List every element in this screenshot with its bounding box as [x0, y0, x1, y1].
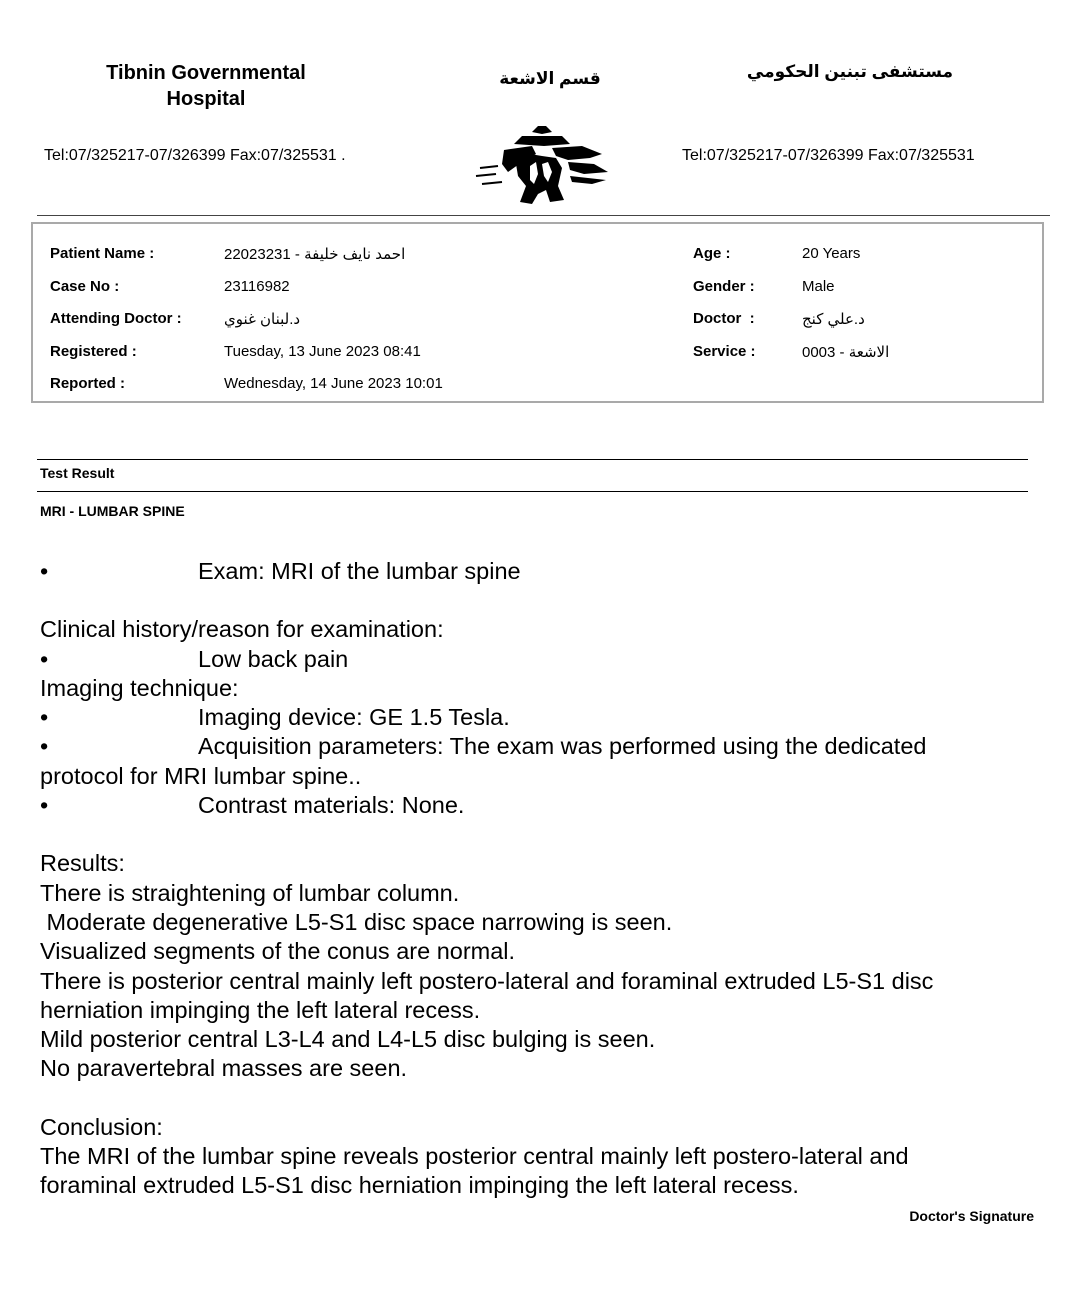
reported-label: Reported : — [50, 375, 125, 392]
registered-label: Registered : — [50, 343, 137, 360]
patient-name-label: Patient Name : — [50, 245, 155, 262]
attending-doctor-label: Attending Doctor : — [50, 310, 182, 327]
case-no-value: 23116982 — [224, 278, 290, 295]
gender-label: Gender : — [693, 278, 755, 295]
results-line: Moderate degenerative L5-S1 disc space narrowing is seen. — [40, 908, 673, 935]
bullet: • — [40, 704, 49, 731]
conclusion-heading: Conclusion: — [40, 1113, 163, 1140]
service-value: 0003 - الاشعة — [802, 344, 890, 361]
clinical-history-text: Low back pain — [198, 645, 349, 672]
results-line: herniation impinging the left lateral recess. — [40, 996, 481, 1023]
conclusion-line: foraminal extruded L5-S1 disc herniation impinging the left lateral recess. — [40, 1172, 799, 1199]
doctor-signature-label: Doctor's Signature — [909, 1208, 1034, 1224]
results-line: No paravertebral masses are seen. — [40, 1055, 408, 1082]
section-divider-top — [37, 459, 1028, 460]
technique-params-continued: protocol for MRI lumbar spine.. — [40, 762, 362, 789]
technique-params-text: Acquisition parameters: The exam was performed using the dedicated — [198, 733, 927, 760]
clinical-history-item — [40, 645, 1040, 674]
hospital-name-arabic: مستشفى تبنين الحكومي — [746, 62, 954, 81]
cedar-tree-logo-icon — [472, 124, 612, 208]
technique-heading: Imaging technique: — [40, 674, 239, 701]
exam-line — [40, 557, 1040, 586]
patient-name-value: احمد نايف خليفة - 22023231 — [224, 246, 406, 263]
technique-device-text: Imaging device: GE 1.5 Tesla. — [198, 704, 510, 731]
report-body — [40, 557, 1040, 1201]
attending-doctor-value: د.لبنان غنوي — [224, 311, 301, 328]
results-line: There is posterior central mainly left postero-lateral and foraminal extruded L5-S1 disc — [40, 967, 934, 994]
bullet: • — [40, 792, 49, 819]
gender-value: Male — [802, 278, 835, 295]
clinical-history-heading: Clinical history/reason for examination: — [40, 616, 444, 643]
service-label: Service : — [693, 343, 756, 360]
registered-value: Tuesday, 13 June 2023 08:41 — [224, 343, 421, 360]
contact-info-left: Tel:07/325217-07/326399 Fax:07/325531 . — [44, 147, 346, 164]
reported-value: Wednesday, 14 June 2023 10:01 — [224, 375, 443, 392]
exam-title: MRI - LUMBAR SPINE — [40, 503, 185, 519]
contact-info-right: Tel:07/325217-07/326399 Fax:07/325531 — [682, 147, 975, 164]
patient-info-box — [31, 222, 1044, 403]
conclusion-line: The MRI of the lumbar spine reveals posterior central mainly left postero-lateral and — [40, 1143, 909, 1170]
bullet: • — [40, 733, 49, 760]
hospital-name-english: Tibnin Governmental Hospital — [106, 62, 306, 110]
results-line: Mild posterior central L3-L4 and L4-L5 disc bulging is seen. — [40, 1026, 656, 1053]
bullet: • — [40, 645, 49, 672]
technique-params — [40, 732, 1040, 761]
department-name-arabic: قسم الاشعة — [499, 69, 601, 88]
test-result-heading: Test Result — [40, 465, 115, 481]
doctor-value: د.علي كنج — [802, 311, 865, 328]
exam-text: Exam: MRI of the lumbar spine — [198, 558, 521, 584]
technique-contrast-text: Contrast materials: None. — [198, 792, 465, 819]
results-line: Visualized segments of the conus are normal. — [40, 938, 516, 965]
age-value: 20 Years — [802, 245, 861, 262]
case-no-label: Case No : — [50, 278, 120, 295]
bullet: • — [40, 558, 49, 584]
header-divider — [37, 215, 1050, 216]
technique-contrast — [40, 791, 1040, 820]
doctor-label: Doctor : — [693, 310, 755, 327]
technique-device — [40, 703, 1040, 732]
results-line: There is straightening of lumbar column. — [40, 879, 460, 906]
age-label: Age : — [693, 245, 731, 262]
results-heading: Results: — [40, 850, 125, 877]
section-divider-bottom — [37, 491, 1028, 492]
